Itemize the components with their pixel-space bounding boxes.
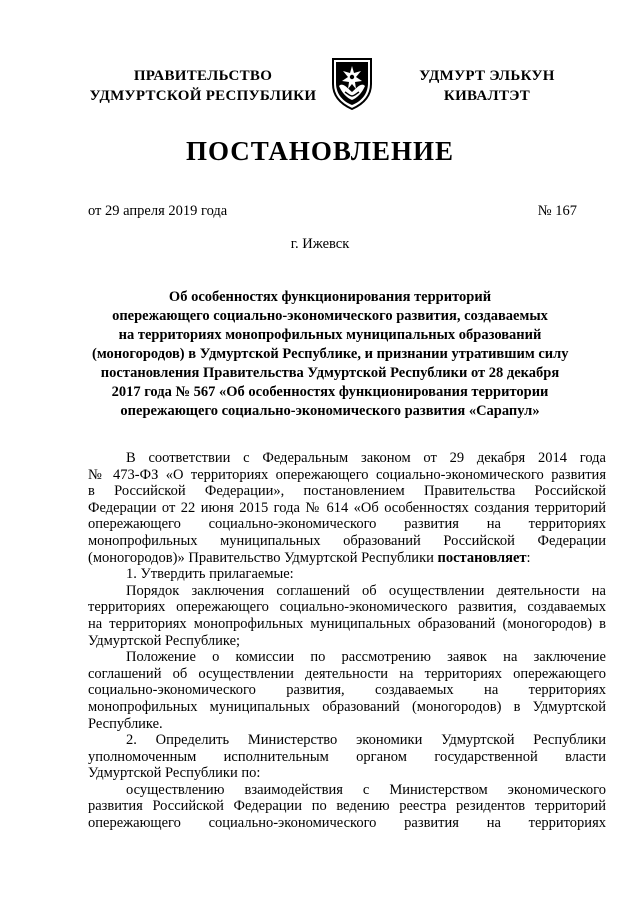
body-line-decree <box>88 550 606 567</box>
body-line: уполномоченным исполнительным органом государственной власти <box>88 748 606 765</box>
title-line: (моногородов) в Удмуртской Республике, и признании утратившим силу <box>92 346 569 362</box>
body-line: Положение о комиссии по рассмотрению заявок на заключение <box>126 649 606 666</box>
title-line: постановления Правительства Удмуртской Республики от 28 декабря <box>100 365 560 381</box>
decree-text: (моногородов)» Правительство Удмуртской Республики <box>88 549 438 566</box>
header-left-line2: УДМУРТСКОЙ РЕСПУБЛИКИ <box>89 88 317 104</box>
title-line: 2017 года № 567 «Об особенностях функционирования территории <box>111 384 549 400</box>
government-name-russian <box>78 66 328 106</box>
body-line: соглашений об осуществлении деятельности на территориях опережающего <box>88 665 606 682</box>
government-name-udmurt <box>402 66 572 106</box>
udmurt-coat-of-arms-icon <box>329 56 375 110</box>
decree-keyword: постановляет <box>437 549 527 566</box>
title-line: Об особенностях функционирования территорий <box>168 289 492 305</box>
body-line: осуществлению взаимодействия с Министерством экономического <box>126 781 606 798</box>
body-line: Федерации от 22 июня 2015 года № 614 «Об особенностях создания территорий <box>88 499 606 516</box>
body-line: монопрофильных муниципальных образований Российской Федерации <box>88 532 606 549</box>
body-line: № 473-ФЗ «О территориях опережающего социально-экономического развития <box>88 466 606 483</box>
body-line: Удмуртской Республики по: <box>88 765 261 782</box>
document-title <box>92 288 568 421</box>
body-line: опережающего социально-экономического развития на территориях <box>88 815 606 832</box>
body-line: Республике. <box>88 715 163 732</box>
body-line: на территориях монопрофильных муниципальных образований (моногородов) в <box>88 615 606 632</box>
body-line: территориях опережающего социально-экономического развития, создаваемых <box>88 599 606 616</box>
body-line: развития Российской Федерации по ведению реестра резидентов территорий <box>88 798 606 815</box>
body-line: монопрофильных муниципальных образований (моногородов) в Удмуртской <box>88 698 606 715</box>
body-line: опережающего социально-экономического развития на территориях <box>88 516 606 533</box>
document-date: от 29 апреля 2019 года <box>88 203 228 219</box>
document-type-heading: ПОСТАНОВЛЕНИЕ <box>185 136 455 166</box>
clause-2: 2. Определить Министерство экономики Удмуртской Республики <box>126 732 606 749</box>
document-city: г. Ижевск <box>290 236 350 252</box>
document-body <box>88 450 606 832</box>
header-left-line1: ПРАВИТЕЛЬСТВО <box>133 68 273 84</box>
body-line: В соответствии с Федеральным законом от 29 декабря 2014 года <box>126 450 606 466</box>
clause-1: 1. Утвердить прилагаемые: <box>126 566 294 583</box>
header-right-line2: КИВАЛТЭТ <box>443 88 531 104</box>
title-line: опережающего социально-экономического развития «Сарапул» <box>120 403 540 419</box>
body-line: в Российской Федерации», постановлением Правительства Российской <box>88 483 606 500</box>
title-line: на территориях монопрофильных муниципальных образований <box>118 327 542 343</box>
title-line: опережающего социально-экономического развития, создаваемых <box>112 308 548 324</box>
document-number: № 167 <box>537 203 577 219</box>
body-line: Порядок заключения соглашений об осуществлении деятельности на <box>126 582 606 599</box>
header-right-line1: УДМУРТ ЭЛЬКУН <box>419 68 555 84</box>
body-line: социально-экономического развития, создаваемых на территориях <box>88 682 606 699</box>
body-line: Удмуртской Республике; <box>88 632 241 649</box>
decree-colon: : <box>526 549 531 566</box>
